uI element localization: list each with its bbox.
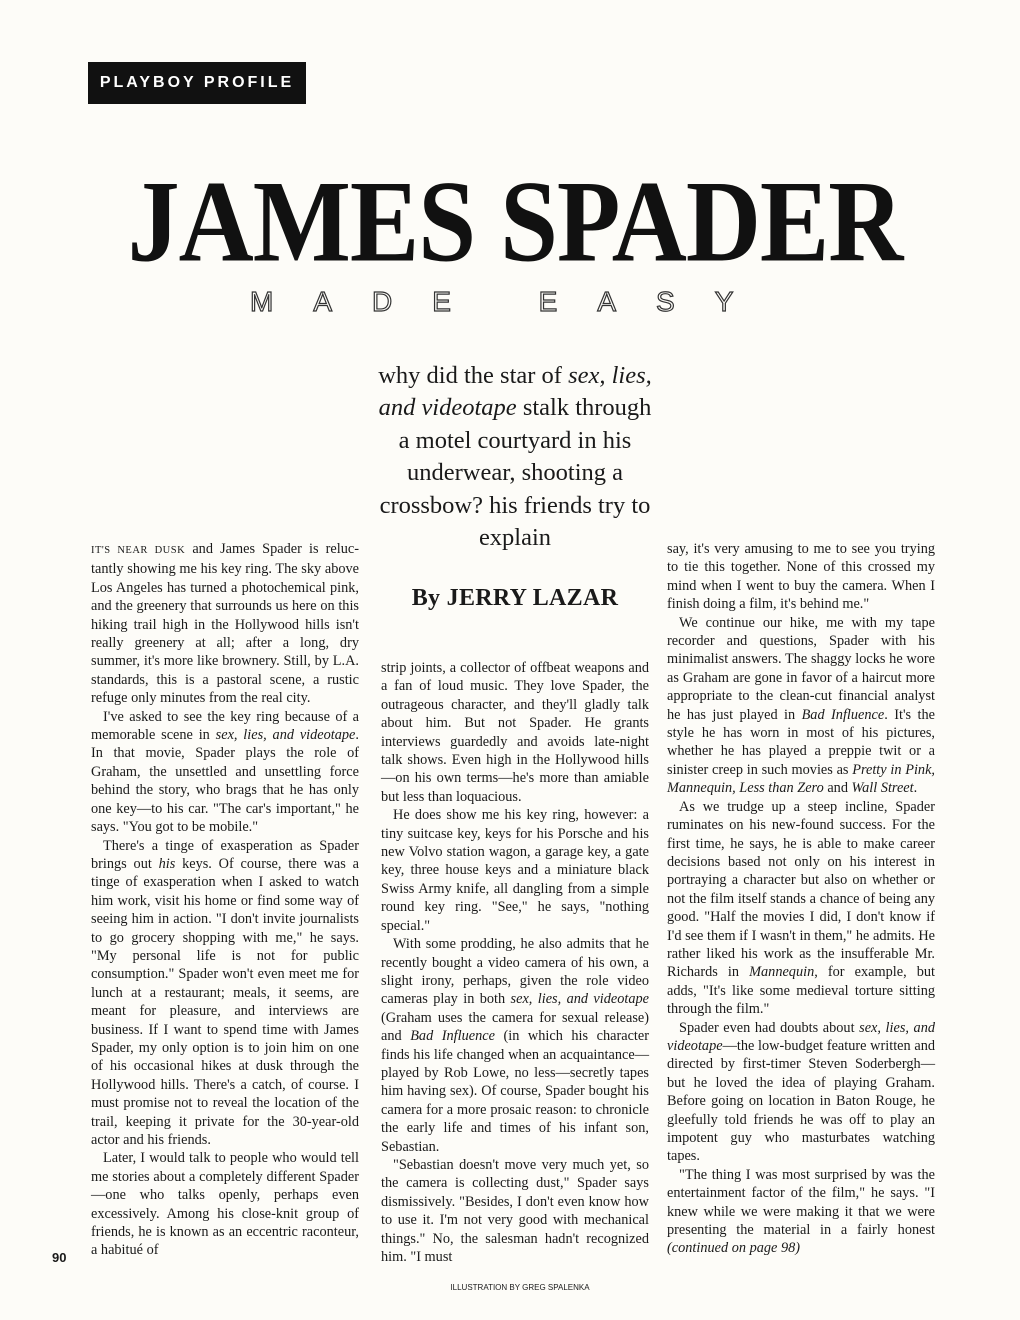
paragraph-text: With some prodding, he also admits that he recently bought a video camera of his own, a slight irony, perhaps, given the role video cameras play in both [381, 936, 649, 1008]
text-column-2 [381, 659, 649, 1266]
page-number: 90 [52, 1250, 67, 1265]
lead-in: IT'S NEAR DUSK [91, 545, 186, 556]
film-title: sex, lies, and videotape [215, 727, 356, 744]
deck-text-1: why did the star of [378, 362, 569, 389]
paragraph: say, it's very amusing to me to see you trying to tie this together. None of this crossed my mind when I went to buy the camera. When I finish doing a film, it's behind me." [667, 541, 935, 613]
film-title: Wall Street [851, 780, 914, 797]
paragraph [667, 798, 935, 1019]
paragraph [667, 1166, 935, 1258]
paragraph-text: and [823, 780, 852, 797]
paragraph-text: . [913, 780, 918, 797]
paragraph-text: Spader even had doubts about [679, 1019, 860, 1036]
paragraph-text: There's a tinge of exasperation as Spader brings out [91, 837, 359, 872]
deck-text-2: stalk through a motel courtyard in his underwear, shooting a crossbow? his friends try to explain [379, 394, 652, 552]
text-column-1 [91, 540, 359, 1260]
jump-line: (continued on page 98) [667, 1240, 801, 1257]
paragraph-text: (Graham uses the camera for sexual release) and [381, 1009, 649, 1045]
paragraph-text: I've asked to see the key ring because of a memorable scene in [91, 708, 359, 744]
paragraph: "Sebastian doesn't move very much yet, so the camera is collecting dust," Spader says dismissively. "Besides, I don't even know how to use it. I'm not very good with mechanical things." No, the salesman hadn't recognized him. "I must [381, 1156, 649, 1265]
paragraph-text: keys. Of course, there was a tinge of exasperation when I asked to watch him work, visit his home or find some way of seeing him in action. "I don't invite journalists to go grocery shopping with me," he says. "My personal life is not for public consumption." Spader won't even meet me for lunch at a restaurant; meals, it seems, are meant for pleasure, and interviews are business. If I want to spend time with James Spader, my only option is to join him on one of his occasional hikes at dusk through the Hollywood hills. There's a catch, of course. I must promise not to reveal the location of the trail, keeping it private for the 30-year-old actor and his friends. [91, 855, 359, 1148]
article-subtitle: MADE EASY [250, 286, 774, 317]
byline: By JERRY LAZAR [411, 585, 619, 611]
paragraph-text: We continue our hike, me with my tape recorder and questions, Spader with his minimalist answers. The shaggy locks he wore as Graham are gone in favor of a haircut more appropriate to the clean-cut financial analyst he has just played in [667, 614, 935, 723]
film-title: Bad Influence [410, 1028, 495, 1045]
paragraph [667, 614, 935, 798]
film-title: Mannequin [749, 964, 815, 981]
film-title: Bad Influence [801, 706, 885, 723]
paragraph-text: . In that movie, Spader plays the role of Graham, the unsettled and unsettling force behind the story, who brags that he has only one key—to his car. "The car's important," he says. "You got to be mobile." [91, 727, 359, 836]
film-title: sex, lies, and videotape [510, 991, 649, 1008]
paragraph-text: . It's the style he has worn in most of his pictures, whether he has played a preppie twit or a sinister creep in such movies as [667, 706, 936, 778]
paragraph [381, 935, 649, 1156]
paragraph: Later, I would talk to people who would tell me stories about a completely different Spader—one who talks openly, perhaps even excessively. Among his close-knit group of friends, he is known as an eccentric raconteur, a habitué of [91, 1150, 359, 1259]
paragraph: strip joints, a collector of offbeat weapons and a fan of loud music. They love Spader, the outrageous character, and they'll gladly talk about him. But not Spader. He grants interviews guardedly and avoids late-night talk shows. Even high in the Hollywood hills—on his own terms—he's more than amiable but less than loquacious. [381, 660, 649, 805]
paragraph [91, 540, 359, 708]
paragraph [667, 1019, 935, 1166]
text-column-3 [667, 540, 935, 1258]
paragraph-text: "The thing I was most surprised by was the entertainment factor of the film," he says. "I knew while we were making it that we were presenting the material in a fairly honest [667, 1166, 935, 1239]
paragraph-text: —the low-budget feature written and directed by first-timer Steven Soderbergh—but he loved the idea of playing Graham. Before going on location in Baton Rouge, he gleefully told friends he was off to play an impotent guy who masturbates watching tapes. [667, 1037, 935, 1165]
paragraph: He does show me his key ring, however: a tiny suitcase key, keys for his Porsche and his new Volvo station wagon, a garage key, a gate key, three house keys and a miniature black Swiss Army knife, all dangling from a simple round key ring. "See," he says, "nothing special." [381, 807, 649, 934]
paragraph-text: (in which his character finds his life changed when an acquaintance—played by Rob Lowe, no less—secretly tapes him having sex). Of course, Spader bought his camera for a more prosaic reason: to chronicle the early life and times of his infant son, Sebastian. [381, 1028, 649, 1155]
article-deck [372, 360, 658, 554]
paragraph-text: , for example, but adds, "It's like some medieval torture sitting through the film." [667, 964, 935, 1018]
section-label: PLAYBOY PROFILE [88, 62, 306, 104]
film-title: sex, lies, and videotape [667, 1019, 935, 1054]
paragraph-text: As we trudge up a steep incline, Spader ruminates on his new-found success. For the first time, he says, he is able to make career decisions based not only on his interest in portraying a character but also on whether or not the film itself stands a chance of being any good. "Half the movies I did, I don't know if I'd see them if I wasn't in them," he admits. He rather liked his work as the insufferable Mr. Richards in [667, 798, 935, 981]
article-title: JAMES SPADER [127, 157, 903, 287]
emphasis: his [158, 855, 176, 872]
paragraph-text: and James Spader is reluctantly showing me his key ring. The sky above Los Angeles has turned a photochemical pink, and the greenery that surrounds us here on this hiking trail high in the Hollywood hills isn't really greenery at all; after a long, dry summer, it's more like brownery. Still, by L.A. standards, this is a pastoral scene, a rustic refuge only minutes from the real city. [91, 541, 360, 707]
illustration-credit: ILLUSTRATION BY GREG SPALENKA [450, 1283, 590, 1292]
paragraph [91, 708, 359, 837]
deck-film-title: sex, lies, and videotape [378, 362, 652, 422]
film-titles: Pretty in Pink, Mannequin, Less than Zero [667, 761, 935, 797]
paragraph [91, 837, 359, 1150]
